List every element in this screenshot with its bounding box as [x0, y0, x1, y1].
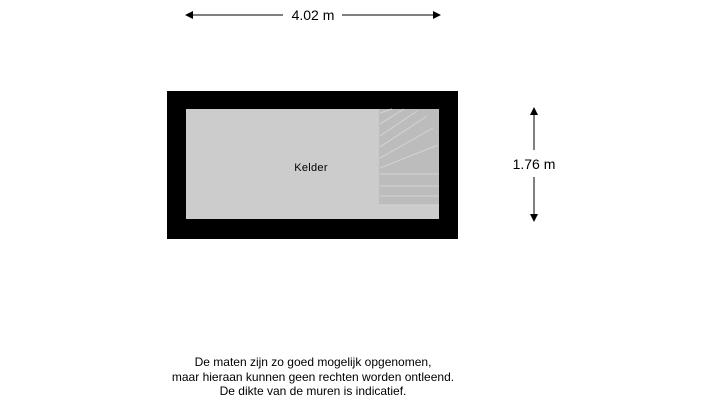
height-dimension [513, 108, 556, 221]
width-dimension-label: 4.02 m [291, 7, 335, 23]
disclaimer-line: maar hieraan kunnen geen rechten worden ontleend. [171, 369, 455, 384]
stairs [379, 109, 439, 205]
disclaimer-line: De dikte van de muren is indicatief. [219, 384, 407, 398]
height-dimension-label: 1.76 m [512, 156, 556, 172]
room-label: Kelder [294, 162, 328, 174]
width-dimension [186, 7, 440, 23]
disclaimer-line: De maten zijn zo goed mogelijk opgenomen, [194, 355, 432, 369]
disclaimer [0, 355, 626, 399]
